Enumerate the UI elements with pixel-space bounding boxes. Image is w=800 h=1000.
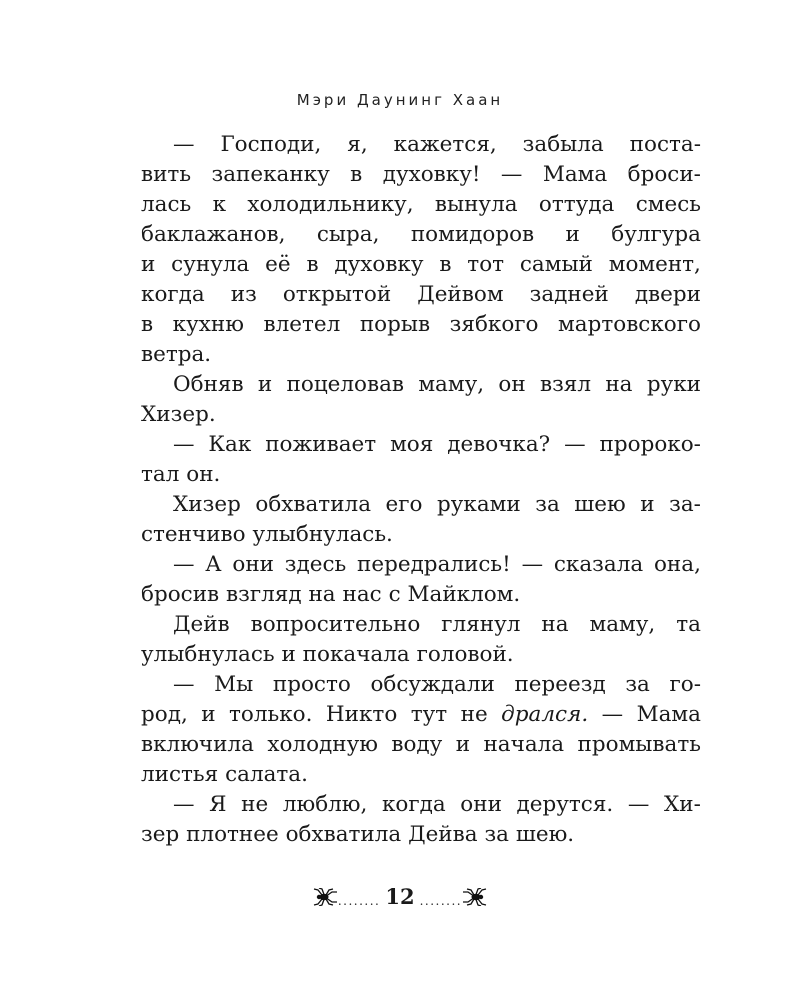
- word: открытой: [282, 282, 392, 307]
- word: начала: [483, 732, 565, 757]
- word: не: [460, 702, 488, 727]
- word: —: [627, 792, 650, 817]
- word: промывать: [577, 732, 701, 757]
- text-line: [141, 640, 701, 670]
- word: помидоров: [410, 222, 535, 247]
- word: они: [460, 792, 502, 817]
- word: зер: [141, 822, 180, 847]
- word: дрался.: [501, 702, 589, 727]
- text-line: [141, 730, 701, 760]
- word: на: [308, 582, 336, 607]
- word: мартовского: [558, 312, 701, 337]
- word: Мама: [636, 702, 701, 727]
- word: и: [141, 252, 156, 277]
- word: ветра.: [141, 342, 212, 367]
- word: к: [212, 192, 227, 217]
- text-line: [141, 160, 701, 190]
- word: Дейвом: [417, 282, 504, 307]
- word: Господи,: [220, 132, 322, 157]
- text-line: [141, 220, 701, 250]
- word: салата.: [225, 762, 308, 787]
- word: та: [676, 612, 701, 637]
- word: тот: [467, 252, 505, 277]
- word: —: [521, 552, 544, 577]
- text-line: [141, 190, 701, 220]
- spider-icon: [310, 888, 338, 906]
- word: головой.: [416, 642, 514, 667]
- word: в: [306, 252, 319, 277]
- word: они: [232, 552, 274, 577]
- word: за: [625, 672, 650, 697]
- word: —: [173, 432, 195, 457]
- word: шею: [574, 492, 626, 517]
- word: руками: [436, 492, 521, 517]
- word: моя: [390, 432, 434, 457]
- word: поцеловав: [286, 372, 404, 397]
- word: двери: [634, 282, 701, 307]
- word: не: [241, 792, 269, 817]
- word: Майклом.: [407, 582, 521, 607]
- word: на: [541, 612, 569, 637]
- word: броси-: [627, 162, 701, 187]
- text-line: [141, 670, 701, 700]
- word: —: [173, 552, 195, 577]
- word: самый: [519, 252, 593, 277]
- word: просто: [272, 672, 351, 697]
- word: переезд: [514, 672, 606, 697]
- word: сказала: [553, 552, 644, 577]
- word: зябкого: [449, 312, 539, 337]
- word: тал: [141, 462, 180, 487]
- word: Обняв: [173, 372, 244, 397]
- word: духовку: [334, 252, 424, 277]
- word: в: [141, 312, 154, 337]
- word: Дейв: [173, 612, 230, 637]
- word: включила: [141, 732, 254, 757]
- word: плотнее: [186, 822, 279, 847]
- word: —: [564, 432, 586, 457]
- word: —: [173, 132, 195, 157]
- word: забыла: [522, 132, 604, 157]
- word: он: [498, 372, 526, 397]
- text-line: [141, 280, 701, 310]
- word: поста-: [629, 132, 701, 157]
- leader-dots-right: ........: [419, 893, 463, 908]
- word: вить: [141, 162, 192, 187]
- word: задней: [529, 282, 609, 307]
- text-line: [141, 700, 701, 730]
- text-line: [141, 820, 701, 850]
- word: пророко-: [599, 432, 701, 457]
- word: руки: [646, 372, 701, 397]
- word: только.: [229, 702, 313, 727]
- word: порыв: [359, 312, 431, 337]
- word: Хи-: [664, 792, 701, 817]
- word: —: [173, 672, 195, 697]
- text-line: [141, 490, 701, 520]
- text-line: [141, 760, 701, 790]
- word: сыра,: [316, 222, 380, 247]
- word: тут: [410, 702, 448, 727]
- text-line: [141, 370, 701, 400]
- word: А: [205, 552, 222, 577]
- word: бросив: [141, 582, 220, 607]
- word: она,: [653, 552, 701, 577]
- word: Никто: [325, 702, 398, 727]
- word: я,: [347, 132, 368, 157]
- body-text: [141, 130, 701, 850]
- word: в: [350, 162, 363, 187]
- text-line: [141, 400, 701, 430]
- word: люблю,: [282, 792, 368, 817]
- word: баклажанов,: [141, 222, 286, 247]
- word: глянул: [441, 612, 521, 637]
- text-line: [141, 340, 701, 370]
- word: листья: [141, 762, 219, 787]
- word: Дейва: [408, 822, 478, 847]
- word: род,: [141, 702, 188, 727]
- word: её: [265, 252, 291, 277]
- spider-icon: [462, 888, 490, 906]
- word: когда: [381, 792, 446, 817]
- text-line: [141, 610, 701, 640]
- word: вынула: [434, 192, 518, 217]
- word: и: [640, 492, 655, 517]
- word: сунула: [171, 252, 250, 277]
- text-line: [141, 580, 701, 610]
- word: холодную: [267, 732, 378, 757]
- word: за: [535, 492, 560, 517]
- running-head: Мэри Даунинг Хаан: [296, 91, 504, 109]
- word: лась: [141, 192, 192, 217]
- text-line: [141, 250, 701, 280]
- word: холодильнику,: [247, 192, 414, 217]
- word: улыбнулась: [141, 642, 275, 667]
- word: на: [605, 372, 633, 397]
- word: и: [257, 372, 273, 397]
- word: смесь: [635, 192, 701, 217]
- word: кухню: [172, 312, 244, 337]
- word: и: [281, 642, 296, 667]
- word: взял: [539, 372, 592, 397]
- word: булгура: [611, 222, 701, 247]
- word: —: [173, 792, 195, 817]
- text-line: [141, 310, 701, 340]
- word: воду: [391, 732, 443, 757]
- word: —: [601, 702, 624, 727]
- word: Хизер.: [141, 402, 216, 427]
- word: шею.: [515, 822, 575, 847]
- word: с: [388, 582, 401, 607]
- text-line: [141, 790, 701, 820]
- word: нас: [342, 582, 382, 607]
- word: дерутся.: [516, 792, 614, 817]
- word: взгляд: [226, 582, 302, 607]
- word: и: [201, 702, 216, 727]
- word: Как: [208, 432, 252, 457]
- word: когда: [141, 282, 205, 307]
- text-line: [141, 460, 701, 490]
- word: кажется,: [393, 132, 497, 157]
- word: девочка?: [447, 432, 551, 457]
- word: оттуда: [538, 192, 615, 217]
- word: маму,: [418, 372, 485, 397]
- leader-dots-left: ........: [337, 893, 381, 908]
- word: Хизер: [173, 492, 241, 517]
- word: влетел: [263, 312, 341, 337]
- word: маму,: [589, 612, 656, 637]
- text-line: [141, 550, 701, 580]
- word: го-: [669, 672, 701, 697]
- word: он.: [186, 462, 221, 487]
- word: запеканку: [211, 162, 330, 187]
- word: момент,: [608, 252, 701, 277]
- word: покачала: [302, 642, 410, 667]
- word: Мы: [214, 672, 254, 697]
- text-line: [141, 130, 701, 160]
- word: Мама: [542, 162, 608, 187]
- word: в: [439, 252, 452, 277]
- word: стенчиво: [141, 522, 246, 547]
- word: за: [484, 822, 509, 847]
- word: поживает: [265, 432, 377, 457]
- folio: [0, 884, 800, 909]
- word: обхватила: [285, 822, 402, 847]
- word: Я: [209, 792, 227, 817]
- word: и: [565, 222, 580, 247]
- text-line: [141, 520, 701, 550]
- word: обсуждали: [370, 672, 495, 697]
- word: улыбнулась.: [252, 522, 393, 547]
- word: духовку!: [382, 162, 481, 187]
- word: —: [500, 162, 523, 187]
- word: его: [385, 492, 423, 517]
- word: за-: [669, 492, 701, 517]
- word: и: [455, 732, 471, 757]
- word: обхватила: [255, 492, 372, 517]
- word: из: [230, 282, 257, 307]
- word: здесь: [284, 552, 347, 577]
- word: передрались!: [357, 552, 511, 577]
- word: вопросительно: [250, 612, 421, 637]
- text-line: [141, 430, 701, 460]
- page-number: 12: [385, 884, 415, 909]
